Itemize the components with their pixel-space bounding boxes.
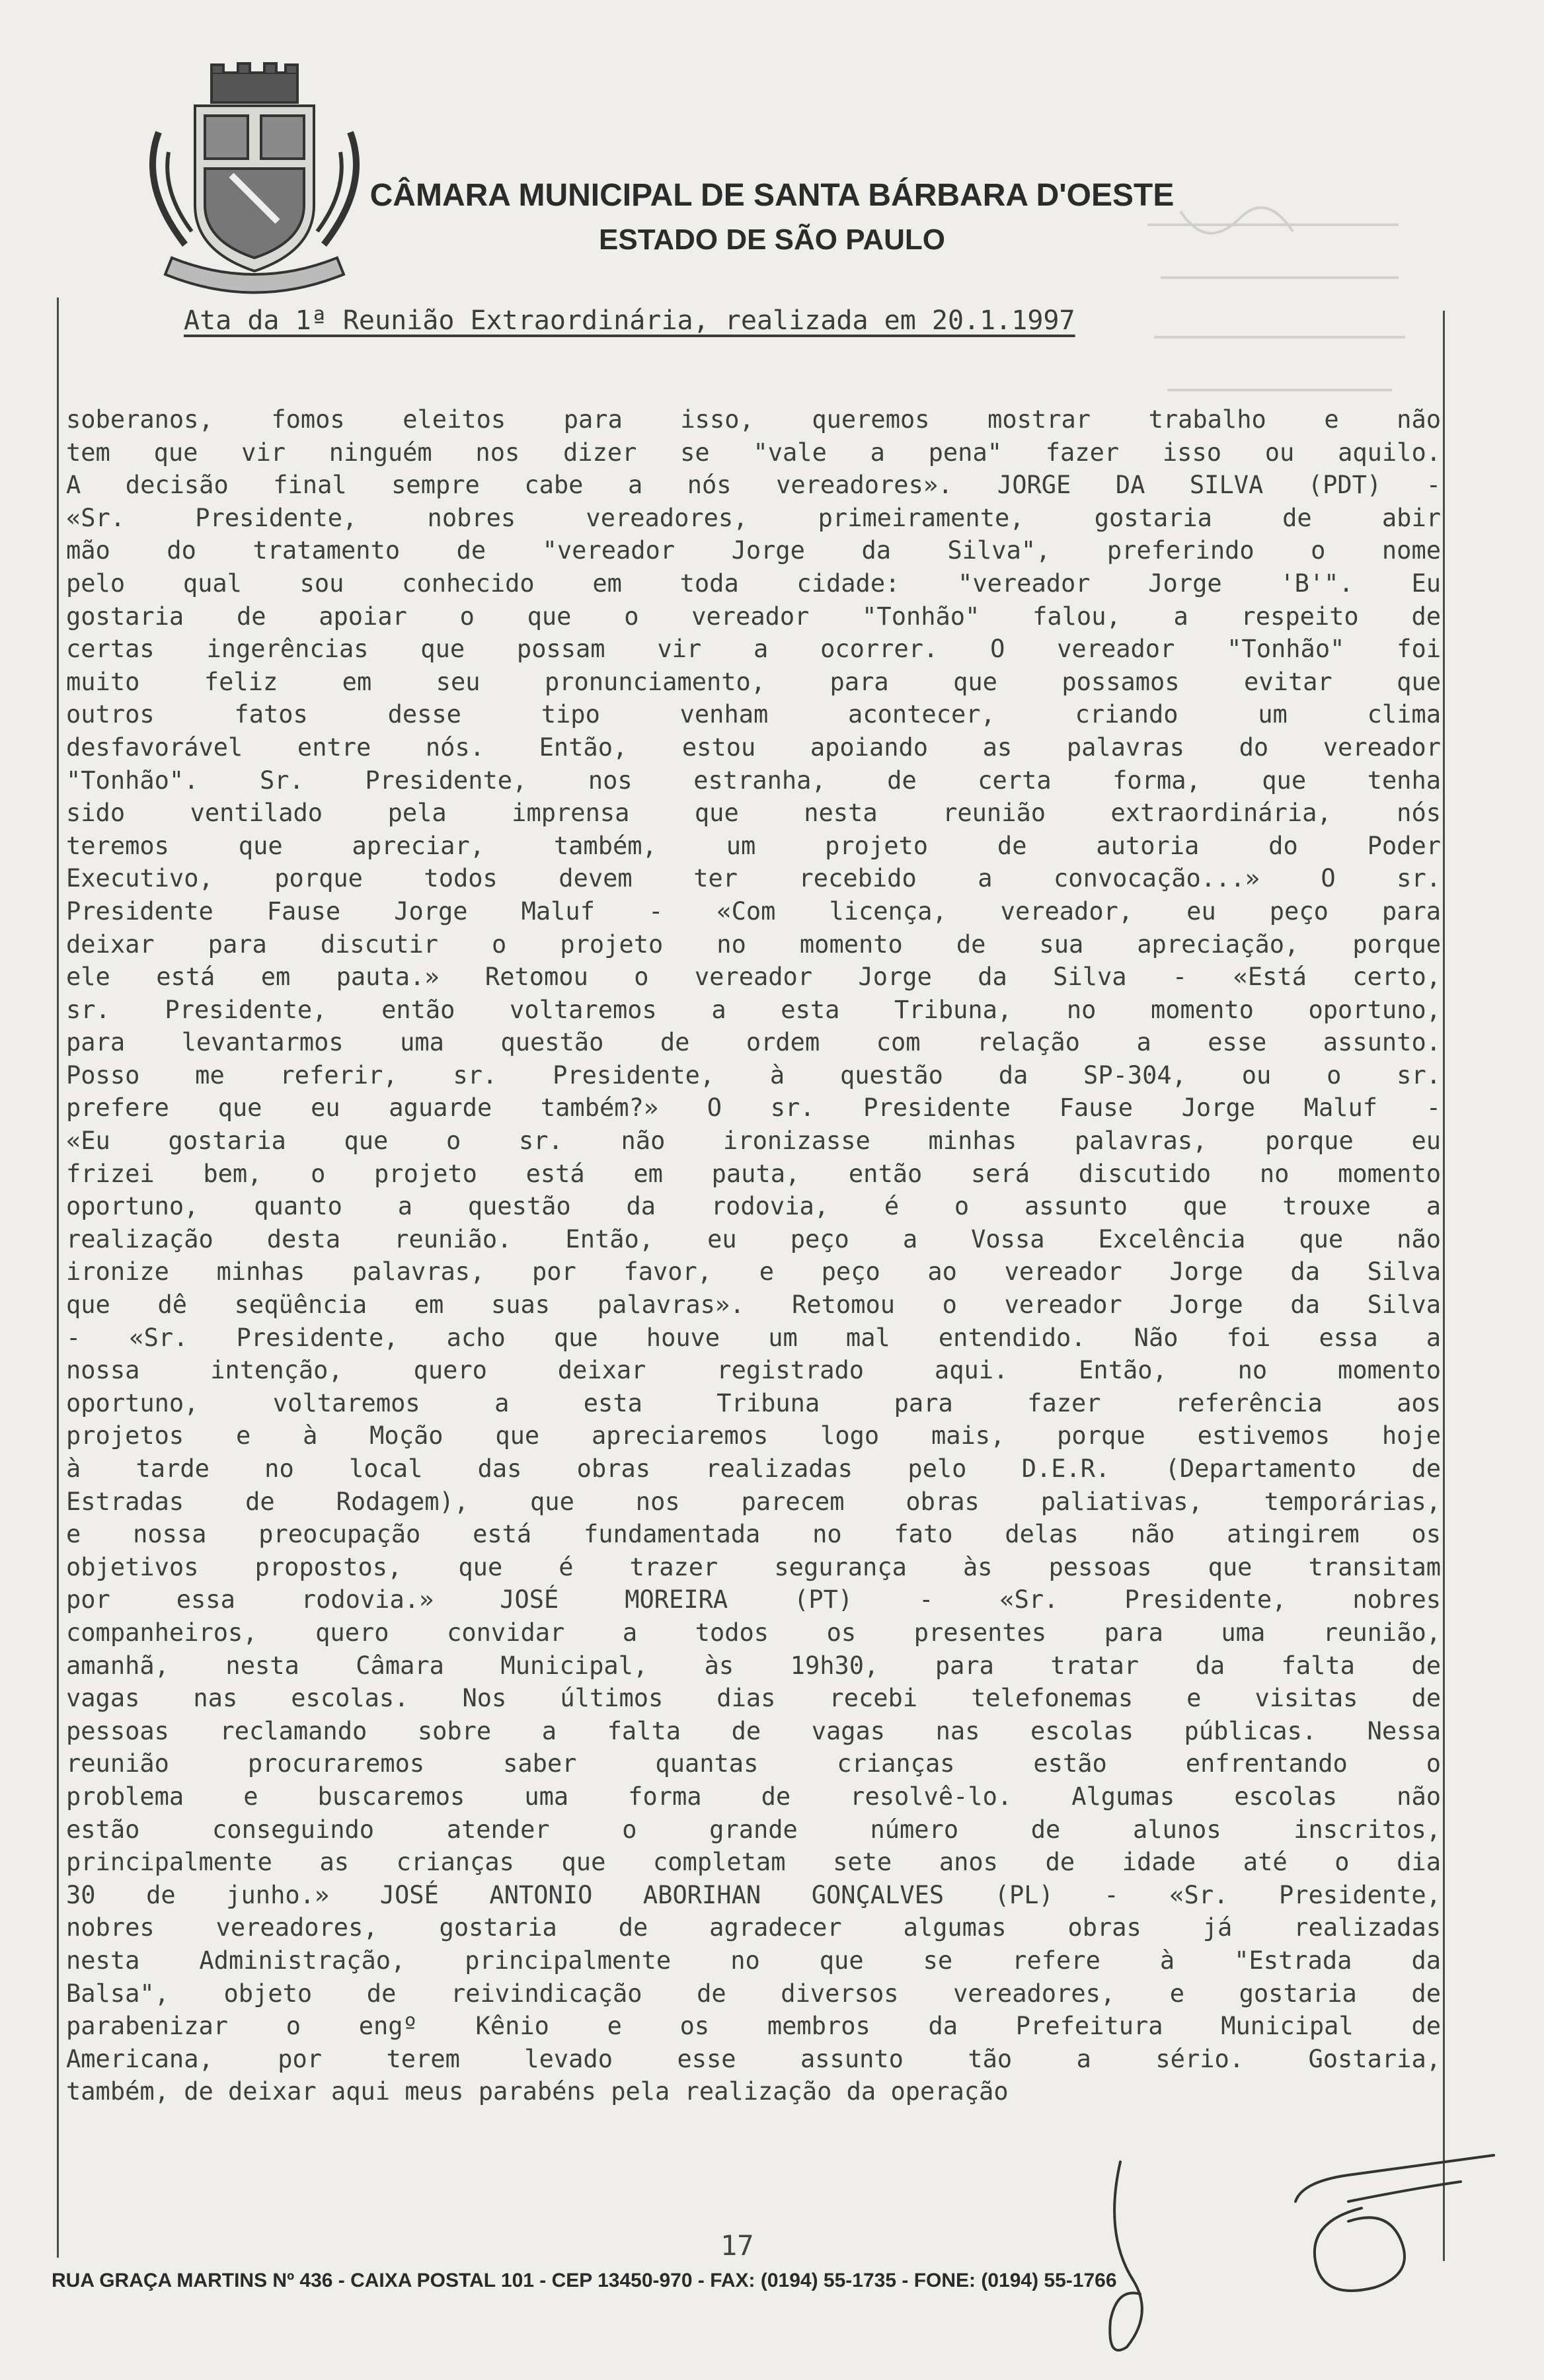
text-line: certas ingerências que possam vir a ocorrer. O vereador "Tonhão" foi	[66, 635, 1441, 664]
text-line: para levantarmos uma questão de ordem com relação a esse assunto.	[66, 1028, 1441, 1057]
text-line: ele está em pauta.» Retomou o vereador Jorge da Silva - «Está certo,	[66, 963, 1441, 992]
text-line: desfavorável entre nós. Então, estou apoiando as palavras do vereador	[66, 733, 1441, 762]
text-line: ironize minhas palavras, por favor, e peço ao vereador Jorge da Silva	[66, 1257, 1441, 1287]
text-line: «Sr. Presidente, nobres vereadores, primeiramente, gostaria de abir	[66, 503, 1441, 532]
minutes-title: Ata da 1ª Reunião Extraordinária, realizada em 20.1.1997	[184, 305, 1075, 336]
text-line: prefere que eu aguarde também?» O sr. Presidente Fause Jorge Maluf -	[66, 1093, 1441, 1123]
text-line: soberanos, fomos eleitos para isso, queremos mostrar trabalho e não	[66, 405, 1441, 434]
text-line: A decisão final sempre cabe a nós vereadores». JORGE DA SILVA (PDT) -	[66, 471, 1441, 500]
text-line: reunião procuraremos saber quantas crianças estão enfrentando o	[66, 1749, 1441, 1778]
text-line: por essa rodovia.» JOSÉ MOREIRA (PT) - «Sr. Presidente, nobres	[66, 1585, 1441, 1614]
text-line: projetos e à Moção que apreciaremos logo mais, porque estivemos hoje	[66, 1421, 1441, 1450]
text-line: deixar para discutir o projeto no momento de sua apreciação, porque	[66, 930, 1441, 959]
state-name: ESTADO DE SÃO PAULO	[599, 223, 945, 256]
text-line: frizei bem, o projeto está em pauta, então será discutido no momento	[66, 1159, 1441, 1188]
text-line: Americana, por terem levado esse assunto tão a sério. Gostaria,	[66, 2044, 1441, 2073]
text-line: e nossa preocupação está fundamentada no fato delas não atingirem os	[66, 1520, 1441, 1549]
text-line: "Tonhão". Sr. Presidente, nos estranha, de certa forma, que tenha	[66, 766, 1441, 795]
text-line: pelo qual sou conhecido em toda cidade: "vereador Jorge 'B'". Eu	[66, 569, 1441, 598]
text-line: Balsa", objeto de reivindicação de diversos vereadores, e gostaria de	[66, 1979, 1441, 2008]
text-line: oportuno, voltaremos a esta Tribuna para fazer referência aos	[66, 1388, 1441, 1417]
text-line: também, de deixar aqui meus parabéns pela realização da operação	[66, 2077, 1009, 2106]
text-line: mão do tratamento de "vereador Jorge da Silva", preferindo o nome	[66, 536, 1441, 565]
text-line: à tarde no local das obras realizadas pelo D.E.R. (Departamento de	[66, 1454, 1441, 1483]
text-line: Presidente Fause Jorge Maluf - «Com licença, vereador, eu peço para	[66, 896, 1441, 926]
text-line: Posso me referir, sr. Presidente, à questão da SP-304, ou o sr.	[66, 1060, 1441, 1090]
text-line: parabenizar o engº Kênio e os membros da Prefeitura Municipal de	[66, 2012, 1441, 2041]
text-line: pessoas reclamando sobre a falta de vagas nas escolas públicas. Nessa	[66, 1716, 1441, 1745]
text-line: outros fatos desse tipo venham acontecer, criando um clima	[66, 700, 1441, 729]
text-line: teremos que apreciar, também, um projeto de autoria do Poder	[66, 831, 1441, 860]
text-line: nossa intenção, quero deixar registrado aqui. Então, no momento	[66, 1356, 1441, 1385]
text-line: companheiros, quero convidar a todos os presentes para uma reunião,	[66, 1618, 1441, 1647]
text-line: objetivos propostos, que é trazer segurança às pessoas que transitam	[66, 1552, 1441, 1581]
text-line: oportuno, quanto a questão da rodovia, é o assunto que trouxe a	[66, 1192, 1441, 1221]
left-margin-rule	[57, 298, 59, 2258]
footer-address: RUA GRAÇA MARTINS Nº 436 - CAIXA POSTAL 101 - CEP 13450-970 - FAX: (0194) 55-1735 - FONE: (0194) 55-1766	[52, 2270, 1117, 2291]
text-line: nobres vereadores, gostaria de agradecer algumas obras já realizadas	[66, 1913, 1441, 1942]
text-line: Estradas de Rodagem), que nos parecem obras paliativas, temporárias,	[66, 1487, 1441, 1516]
text-line: sido ventilado pela imprensa que nesta reunião extraordinária, nós	[66, 799, 1441, 828]
text-line: realização desta reunião. Então, eu peço a Vossa Excelência que não	[66, 1224, 1441, 1253]
text-line: que dê seqüência em suas palavras». Retomou o vereador Jorge da Silva	[66, 1290, 1441, 1320]
text-line: - «Sr. Presidente, acho que houve um mal entendido. Não foi essa a	[66, 1323, 1441, 1352]
text-line: Executivo, porque todos devem ter recebido a convocação...» O sr.	[66, 864, 1441, 893]
page-number: 17	[720, 2229, 754, 2262]
text-line: gostaria de apoiar o que o vereador "Tonhão" falou, a respeito de	[66, 602, 1441, 631]
text-line: «Eu gostaria que o sr. não ironizasse minhas palavras, porque eu	[66, 1127, 1441, 1156]
text-line: amanhã, nesta Câmara Municipal, às 19h30, para tratar da falta de	[66, 1651, 1441, 1680]
right-margin-rule	[1443, 311, 1445, 2261]
handwritten-signature	[1084, 2149, 1544, 2367]
text-line: estão conseguindo atender o grande número de alunos inscritos,	[66, 1815, 1441, 1844]
text-line: sr. Presidente, então voltaremos a esta Tribuna, no momento oportuno,	[66, 995, 1441, 1024]
institution-name: CÂMARA MUNICIPAL DE SANTA BÁRBARA D'OESTE	[369, 178, 1175, 213]
text-line: 30 de junho.» JOSÉ ANTONIO ABORIHAN GONÇALVES (PL) - «Sr. Presidente,	[66, 1880, 1441, 1909]
text-line: problema e buscaremos uma forma de resolvê-lo. Algumas escolas não	[66, 1782, 1441, 1811]
minutes-body	[66, 403, 1441, 2108]
text-line: nesta Administração, principalmente no que se refere à "Estrada da	[66, 1946, 1441, 1975]
text-line: principalmente as crianças que completam sete anos de idade até o dia	[66, 1848, 1441, 1877]
text-line: vagas nas escolas. Nos últimos dias recebi telefonemas e visitas de	[66, 1684, 1441, 1713]
text-line: tem que vir ninguém nos dizer se "vale a pena" fazer isso ou aquilo.	[66, 438, 1441, 467]
text-line: muito feliz em seu pronunciamento, para que possamos evitar que	[66, 667, 1441, 696]
